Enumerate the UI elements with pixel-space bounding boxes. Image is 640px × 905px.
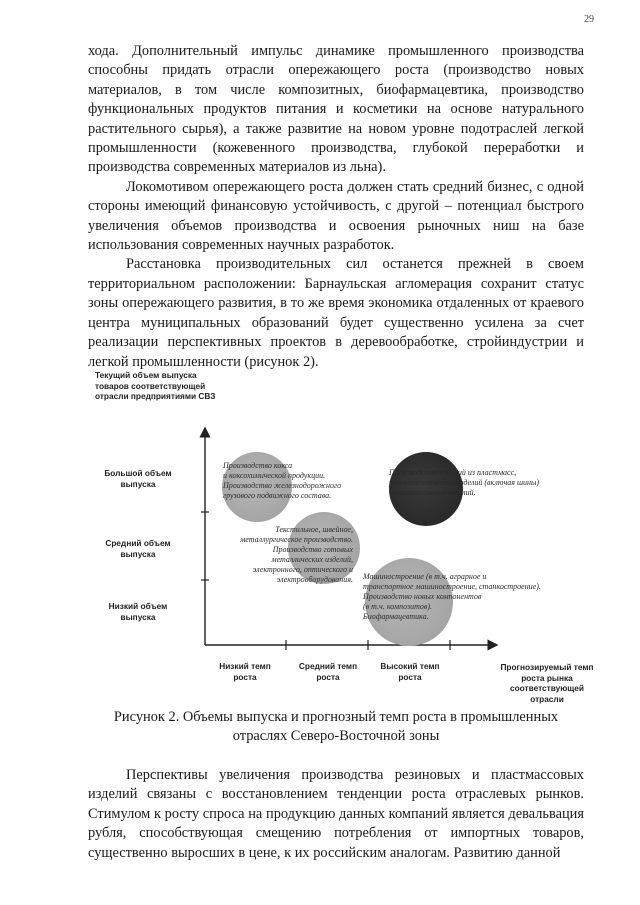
x-category-medium: Средний темп роста [298, 661, 358, 682]
x-category-low: Низкий темп роста [219, 661, 271, 682]
y-level-high: Большой объем выпуска [104, 468, 172, 489]
bubble-label-machinery-biopharma: Машиностроение (в т.ч. аграрное и транспортное машиностроение, станкостроение). Производство новых компонентов (в т.ч. композитов). Биофармацевтика. [363, 572, 541, 621]
bubble-label-textile-metallurgy: Текстильное, швейное, металлургическое производство. Производство готовых металлических изделий, электронного, оптического и электрооборудования. [240, 525, 353, 584]
paragraph-distribution: Расстановка производительных сил останется прежней в своем территориальном расположении: Барнаульская агломерация сохранит статус зоны опережающего развития, в то же время экономика отдаленных от краевого центра муниципальных образований будет существенно усилена за счет реализации перспективных проектов в деревообработке, стройиндустрии и легкой промышленности (рисунок 2). [88, 256, 584, 370]
bottom-text-block [88, 766, 584, 863]
bubble-label-plastics-rubber: Производство изделий из пластмасс, резинотехнических изделий (включая шины) и лакокрасочных изделий. [389, 468, 540, 497]
paragraph-locomotive: Локомотивом опережающего роста должен стать средний бизнес, с одной стороны имеющий финансовую устойчивость, с другой – потенциал быстрого увеличения объемов производства и освоения рыночных ниш на базе использования современных научных разработок. [88, 178, 584, 254]
x-axis-title: Прогнозируемый темп роста рынка соответствующей отрасли [500, 662, 594, 704]
y-level-low: Низкий объем выпуска [108, 601, 168, 622]
top-text-block [88, 42, 584, 372]
x-category-high: Высокий темп роста [380, 661, 440, 682]
page-number: 29 [584, 14, 594, 25]
paragraph-continuation: хода. Дополнительный импульс динамике промышленного производства способны придать отрасли опережающего роста (производство новых материалов, в том числе композитных, биофармацевтика, производство функциональных продуктов питания и косметики на основе натурального растительного сырья), а также развитие на новом уровне подотраслей легкой промышленности (кожевенного производства, глубокой переработки и производства современных материалов из льна). [88, 43, 584, 176]
y-axis-title: Текущий объем выпуска товаров соответствующей отрасли предприятиями СВЗ [95, 370, 216, 401]
figure-caption: Рисунок 2. Объемы выпуска и прогнозный темп роста в промышленных отраслях Северо-Восточной зоны [113, 709, 559, 744]
bubble-label-coke-railway: Производство кокса и коксохимической продукции. Производство железнодорожного грузового подвижного состава. [223, 461, 342, 500]
y-level-medium: Средний объем выпуска [105, 538, 171, 559]
figure-bubble-diagram [95, 370, 595, 710]
paragraph-rubber-plastics: Перспективы увеличения производства резиновых и пластмассовых изделий связаны с восстановлением тенденции роста отраслевых рынков. Стимулом к росту спроса на продукцию данных компаний является девальвация рубля, способствующая смещению потребления от импортных товаров, существенно выросших в цене, к их российским аналогам. Развитию данной [88, 767, 584, 861]
